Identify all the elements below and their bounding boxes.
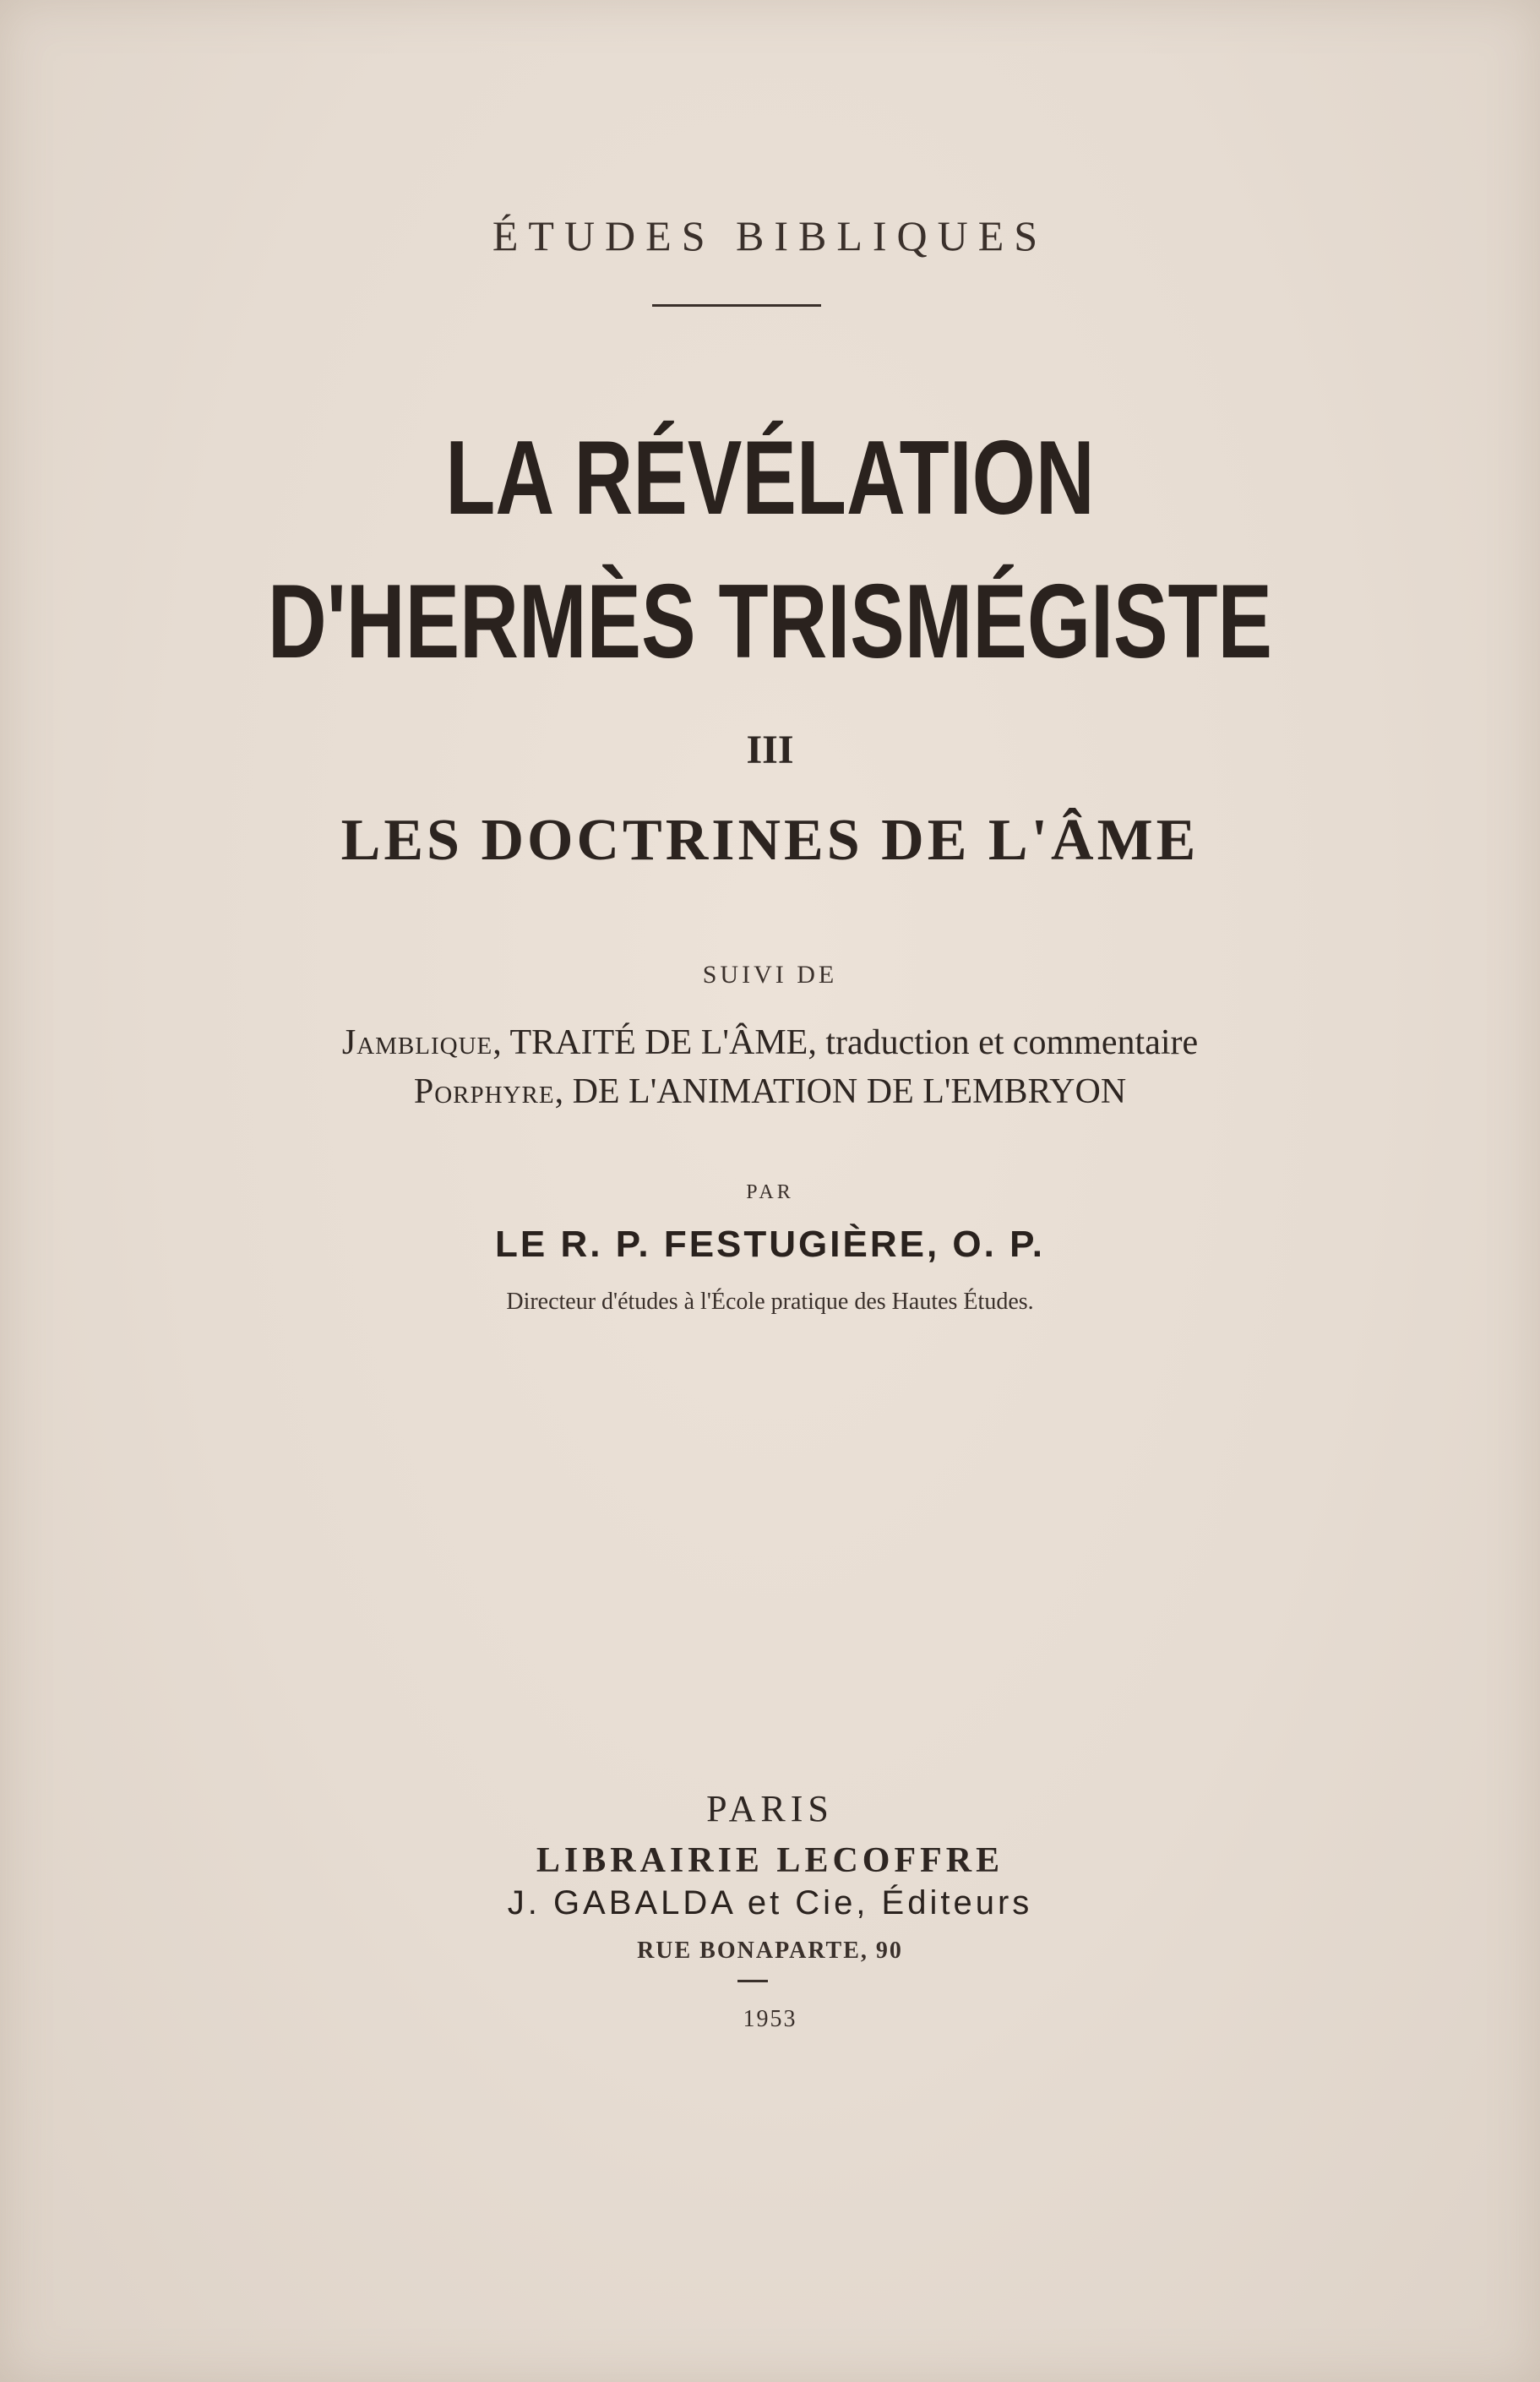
imprint-rule — [737, 1980, 768, 1982]
volume-number: III — [746, 728, 794, 772]
imprint-address: RUE BONAPARTE, 90 — [637, 1938, 903, 1964]
series-title: ÉTUDES BIBLIQUES — [492, 212, 1048, 259]
appended-work-1: Jamblique, TRAITÉ DE L'ÂME, traduction et commentaire — [341, 1023, 1199, 1062]
imprint-year: 1953 — [743, 2006, 797, 2032]
author-name: LE R. P. FESTUGIÈRE, O. P. — [495, 1224, 1045, 1265]
par-label: PAR — [746, 1181, 794, 1203]
work-note: traduction et commentaire — [825, 1023, 1199, 1062]
imprint-city: PARIS — [706, 1788, 834, 1829]
imprint-editors: J. GABALDA et Cie, Éditeurs — [507, 1884, 1033, 1921]
work-author: Porphyre — [413, 1072, 555, 1111]
series-rule — [652, 304, 821, 307]
book-title-line-1: LA RÉVÉLATION — [445, 420, 1095, 537]
work-title: TRAITÉ DE L'ÂME — [509, 1023, 808, 1062]
imprint-publisher: LIBRAIRIE LECOFFRE — [536, 1841, 1004, 1880]
work-author: Jamblique — [341, 1023, 493, 1062]
appended-work-2: Porphyre, DE L'ANIMATION DE L'EMBRYON — [413, 1072, 1127, 1111]
work-title: DE L'ANIMATION DE L'EMBRYON — [572, 1072, 1127, 1111]
author-affiliation: Directeur d'études à l'École pratique des Hautes Études. — [506, 1289, 1034, 1315]
book-title-line-2: D'HERMÈS TRISMÉGISTE — [267, 564, 1273, 680]
volume-subtitle: LES DOCTRINES DE L'ÂME — [340, 808, 1200, 873]
suivi-de-label: SUIVI DE — [702, 961, 838, 989]
